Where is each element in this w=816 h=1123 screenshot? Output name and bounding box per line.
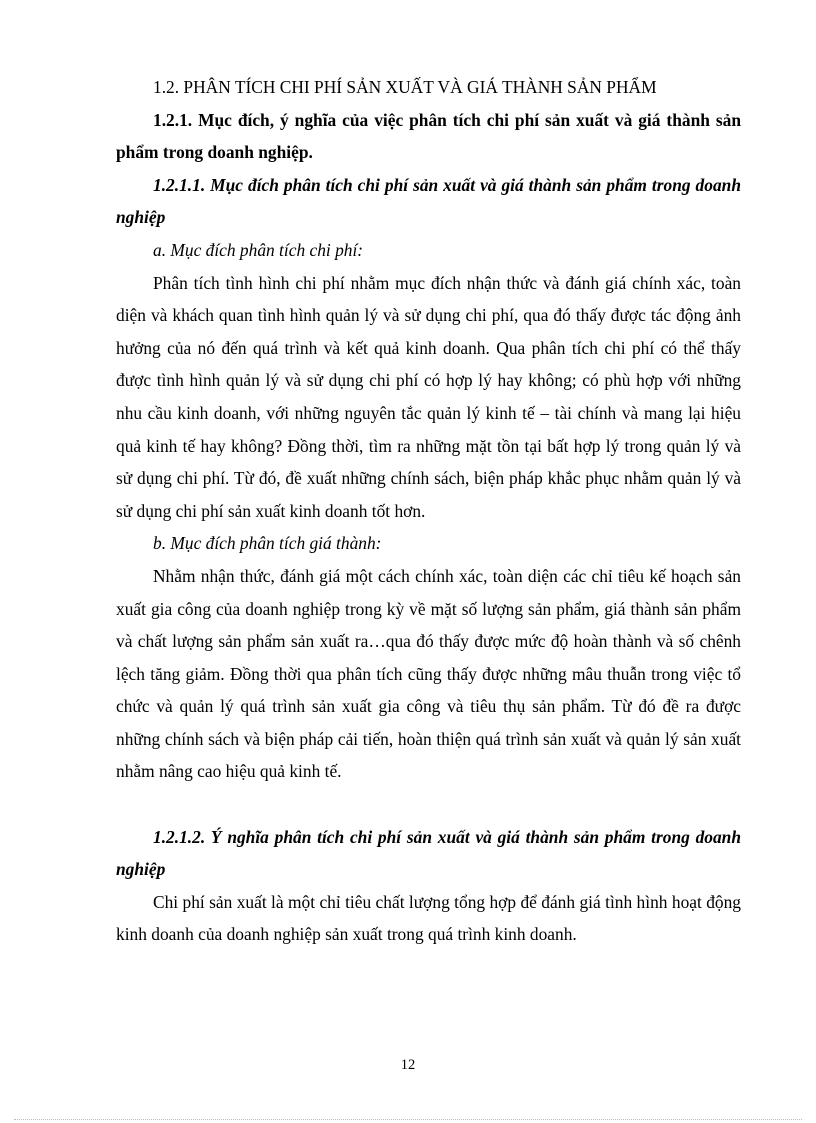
subsection-heading: 1.2.1. Mục đích, ý nghĩa của việc phân tích chi phí sản xuất và giá thành sản phẩm trong doanh nghiệp. <box>116 109 741 163</box>
meaning-heading: 1.2.1.2. Ý nghĩa phân tích chi phí sản xuất và giá thành sản phẩm trong doanh nghiệp <box>116 826 741 880</box>
section-heading: 1.2. PHÂN TÍCH CHI PHÍ SẢN XUẤT VÀ GIÁ THÀNH SẢN PHẨM <box>153 77 657 97</box>
purpose-heading: 1.2.1.1. Mục đích phân tích chi phí sản xuất và giá thành sản phẩm trong doanh nghiệp <box>116 174 741 228</box>
footer-divider <box>14 1119 802 1120</box>
cost-purpose-paragraph: Phân tích tình hình chi phí nhằm mục đích nhận thức và đánh giá chính xác, toàn diện và khách quan tình hình quản lý và sử dụng chi phí, qua đó thấy được tác động ảnh hưởng của nó đến quá trình và kết quả kinh doanh. Qua phân tích chi phí có thể thấy được tình hình quản lý và sử dụng chi phí có hợp lý hay không; có phù hợp với những nhu cầu kinh doanh, với những nguyên tắc quản lý kinh tế – tài chính và mang lại hiệu quả kinh tế hay không? Đồng thời, tìm ra những mặt tồn tại bất hợp lý trong quản lý và sử dụng chi phí. Từ đó, đề xuất những chính sách, biện pháp khắc phục nhằm quản lý và sử dụng chi phí sản xuất kinh doanh tốt hơn. <box>116 272 741 521</box>
price-purpose-paragraph: Nhằm nhận thức, đánh giá một cách chính xác, toàn diện các chỉ tiêu kế hoạch sản xuất gia công của doanh nghiệp trong kỳ về mặt số lượng sản phẩm, giá thành sản phẩm và chất lượng sản phẩm sản xuất ra…qua đó thấy được mức độ hoàn thành và số chênh lệch tăng giảm. Đồng thời qua phân tích cũng thấy được những mâu thuẫn trong việc tổ chức và quản lý quá trình sản xuất gia công và tiêu thụ sản phẩm. Từ đó đề ra được những chính sách và biện pháp cải tiến, hoàn thiện quá trình sản xuất và quản lý sản xuất nhằm nâng cao hiệu quả kinh tế. <box>116 565 741 782</box>
cost-purpose-label: a. Mục đích phân tích chi phí: <box>153 239 364 260</box>
price-purpose-label: b. Mục đích phân tích giá thành: <box>153 533 382 554</box>
page-body <box>116 71 741 951</box>
meaning-paragraph: Chi phí sản xuất là một chỉ tiêu chất lượng tổng hợp để đánh giá tình hình hoạt động kinh doanh của doanh nghiệp sản xuất trong quá trình kinh doanh. <box>116 891 741 945</box>
page-number: 12 <box>400 1057 416 1073</box>
